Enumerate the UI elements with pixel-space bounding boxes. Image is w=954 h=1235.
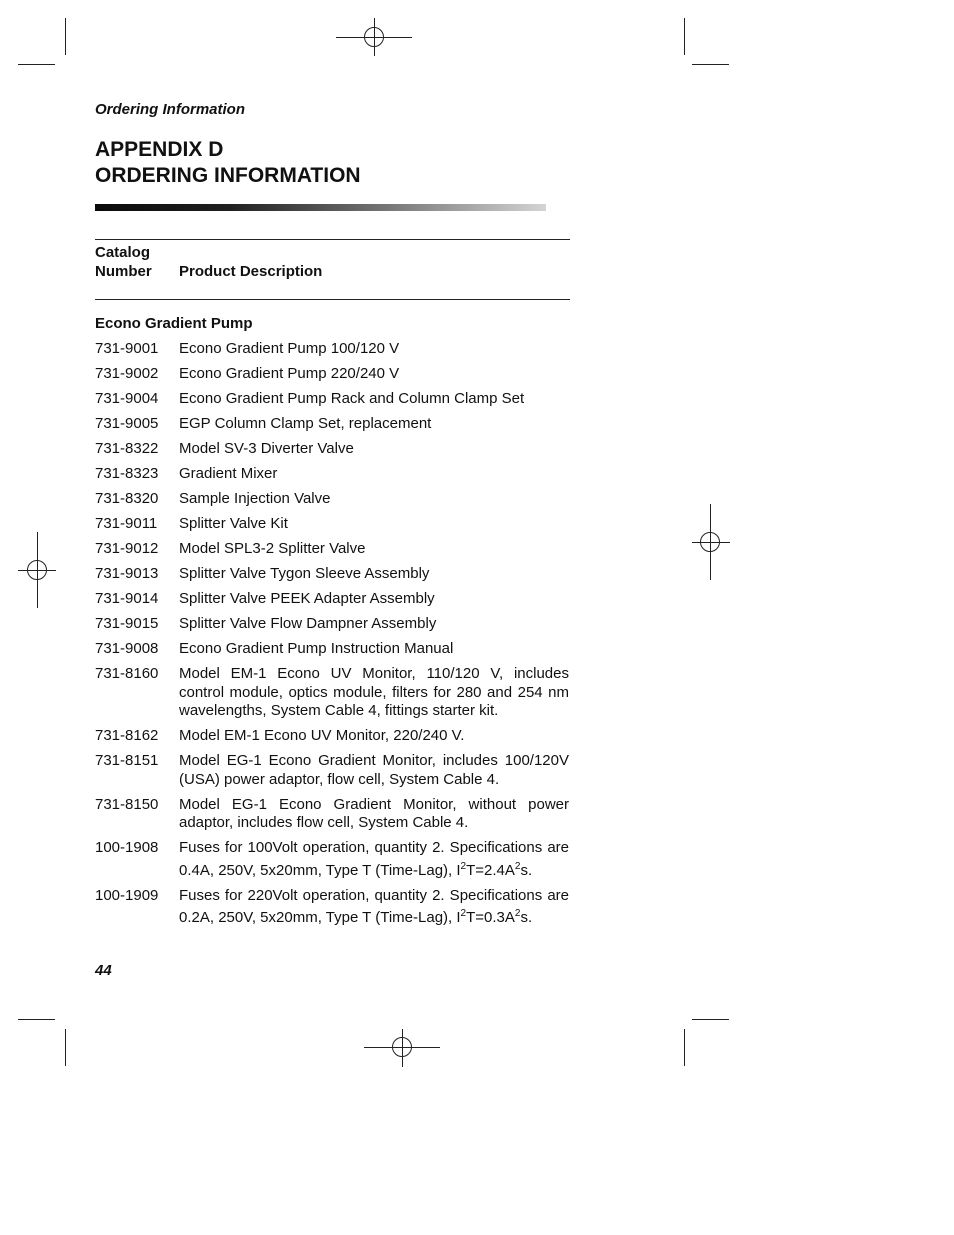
catalog-number: 731-9011	[95, 515, 158, 532]
registration-mark-icon	[392, 1037, 412, 1057]
list-item	[95, 727, 569, 746]
formula-exponent: 2	[514, 908, 521, 919]
page-title	[95, 137, 361, 189]
page-number: 44	[95, 962, 112, 979]
crop-mark	[692, 1019, 729, 1020]
product-description: Splitter Valve PEEK Adapter Assembly	[179, 590, 435, 607]
catalog-number: 100-1908	[95, 839, 159, 856]
catalog-number: 731-9014	[95, 590, 159, 607]
product-description: Econo Gradient Pump Instruction Manual	[179, 640, 454, 657]
catalog-list	[95, 340, 569, 934]
catalog-number: 731-9002	[95, 365, 159, 382]
list-item	[95, 440, 569, 459]
product-description: Sample Injection Valve	[179, 490, 331, 507]
product-description: Splitter Valve Flow Dampner Assembly	[179, 615, 437, 632]
crop-mark	[65, 1029, 66, 1066]
product-description: Splitter Valve Tygon Sleeve Assembly	[179, 565, 430, 582]
list-item	[95, 565, 569, 584]
list-item	[95, 365, 569, 384]
registration-mark-icon	[700, 532, 720, 552]
list-item	[95, 540, 569, 559]
list-item	[95, 515, 569, 534]
product-description: Model EG-1 Econo Gradient Monitor, without power adaptor, includes flow cell, System Cable 4.	[179, 795, 569, 831]
running-head: Ordering Information	[95, 101, 245, 118]
list-item	[95, 465, 569, 484]
catalog-number: 731-9008	[95, 640, 159, 657]
list-item	[95, 590, 569, 609]
product-description: Model SV-3 Diverter Valve	[179, 440, 354, 457]
formula-exponent: 2	[460, 860, 467, 872]
list-item	[95, 415, 569, 434]
formula-exponent: 2	[514, 860, 521, 872]
formula-text: T=2.4A	[466, 861, 515, 879]
product-description: Model EM-1 Econo UV Monitor, 110/120 V, includes control module, optics module, filters for 280 and 254 nm wavelengths, System Cable 4, fittings starter kit.	[179, 665, 569, 719]
list-item	[95, 615, 569, 634]
catalog-number: 731-8162	[95, 727, 159, 744]
crop-mark	[692, 64, 729, 65]
catalog-number: 100-1909	[95, 886, 159, 904]
crop-mark	[18, 64, 55, 65]
product-description: EGP Column Clamp Set, replacement	[179, 415, 432, 432]
list-item	[95, 665, 569, 721]
list-item	[95, 340, 569, 359]
catalog-number: 731-9012	[95, 540, 159, 557]
fuse-spec-text: Fuses for 100Volt operation, quantity 2. Specifications are 0.4A, 250V, 5x20mm, Type T (Time-Lag),	[179, 839, 569, 879]
table-header-bottom-rule	[95, 299, 570, 300]
list-item	[95, 640, 569, 659]
crop-mark	[684, 1029, 685, 1066]
formula-unit: s.	[520, 909, 533, 926]
product-description: Econo Gradient Pump Rack and Column Clamp Set	[179, 390, 525, 407]
formula-exponent: 2	[460, 908, 467, 919]
header-text: Number	[95, 263, 152, 280]
product-description: Splitter Valve Kit	[179, 515, 288, 532]
registration-mark-icon	[27, 560, 47, 580]
product-description: Econo Gradient Pump 220/240 V	[179, 365, 400, 382]
registration-mark-icon	[364, 27, 384, 47]
product-description: Model EM-1 Econo UV Monitor, 220/240 V.	[179, 727, 465, 744]
crop-mark	[684, 18, 685, 55]
title-line: APPENDIX D	[95, 138, 224, 161]
catalog-number: 731-9001	[95, 340, 159, 357]
catalog-number: 731-9015	[95, 615, 159, 632]
product-description	[179, 839, 569, 880]
list-item	[95, 490, 569, 509]
catalog-number: 731-8151	[95, 752, 159, 769]
title-line: ORDERING INFORMATION	[95, 164, 361, 187]
fuse-spec-text: Fuses for 220Volt operation, quantity 2. Specifications are 0.2A, 250V, 5x20mm, Type T (Time-Lag),	[179, 886, 569, 926]
catalog-number: 731-8150	[95, 795, 159, 813]
crop-mark	[65, 18, 66, 55]
catalog-number: 731-9005	[95, 415, 159, 432]
table-header-top-rule	[95, 239, 570, 240]
title-underline-bar	[95, 204, 546, 211]
formula-symbol: I	[456, 909, 461, 926]
catalog-number-header	[95, 243, 152, 281]
formula-unit: s.	[520, 861, 533, 879]
list-item	[95, 796, 569, 833]
product-description: Econo Gradient Pump 100/120 V	[179, 340, 400, 357]
list-item	[95, 390, 569, 409]
catalog-number: 731-8322	[95, 440, 159, 457]
product-description: Model SPL3-2 Splitter Valve	[179, 540, 366, 557]
formula-text: T=0.3A	[466, 909, 515, 926]
formula-symbol: I	[456, 861, 461, 879]
list-item	[95, 752, 569, 789]
catalog-number: 731-8160	[95, 665, 159, 682]
product-description	[179, 887, 569, 928]
list-item	[95, 839, 569, 880]
product-description-header: Product Description	[179, 263, 323, 280]
catalog-number: 731-9013	[95, 565, 159, 582]
product-description: Gradient Mixer	[179, 465, 278, 482]
product-description: Model EG-1 Econo Gradient Monitor, includes 100/120V (USA) power adaptor, flow cell, System Cable 4.	[179, 752, 569, 788]
crop-mark	[18, 1019, 55, 1020]
header-text: Catalog	[95, 244, 151, 261]
catalog-number: 731-8323	[95, 465, 159, 482]
section-title: Econo Gradient Pump	[95, 315, 253, 332]
list-item	[95, 887, 569, 928]
catalog-number: 731-9004	[95, 390, 159, 407]
catalog-number: 731-8320	[95, 490, 159, 507]
